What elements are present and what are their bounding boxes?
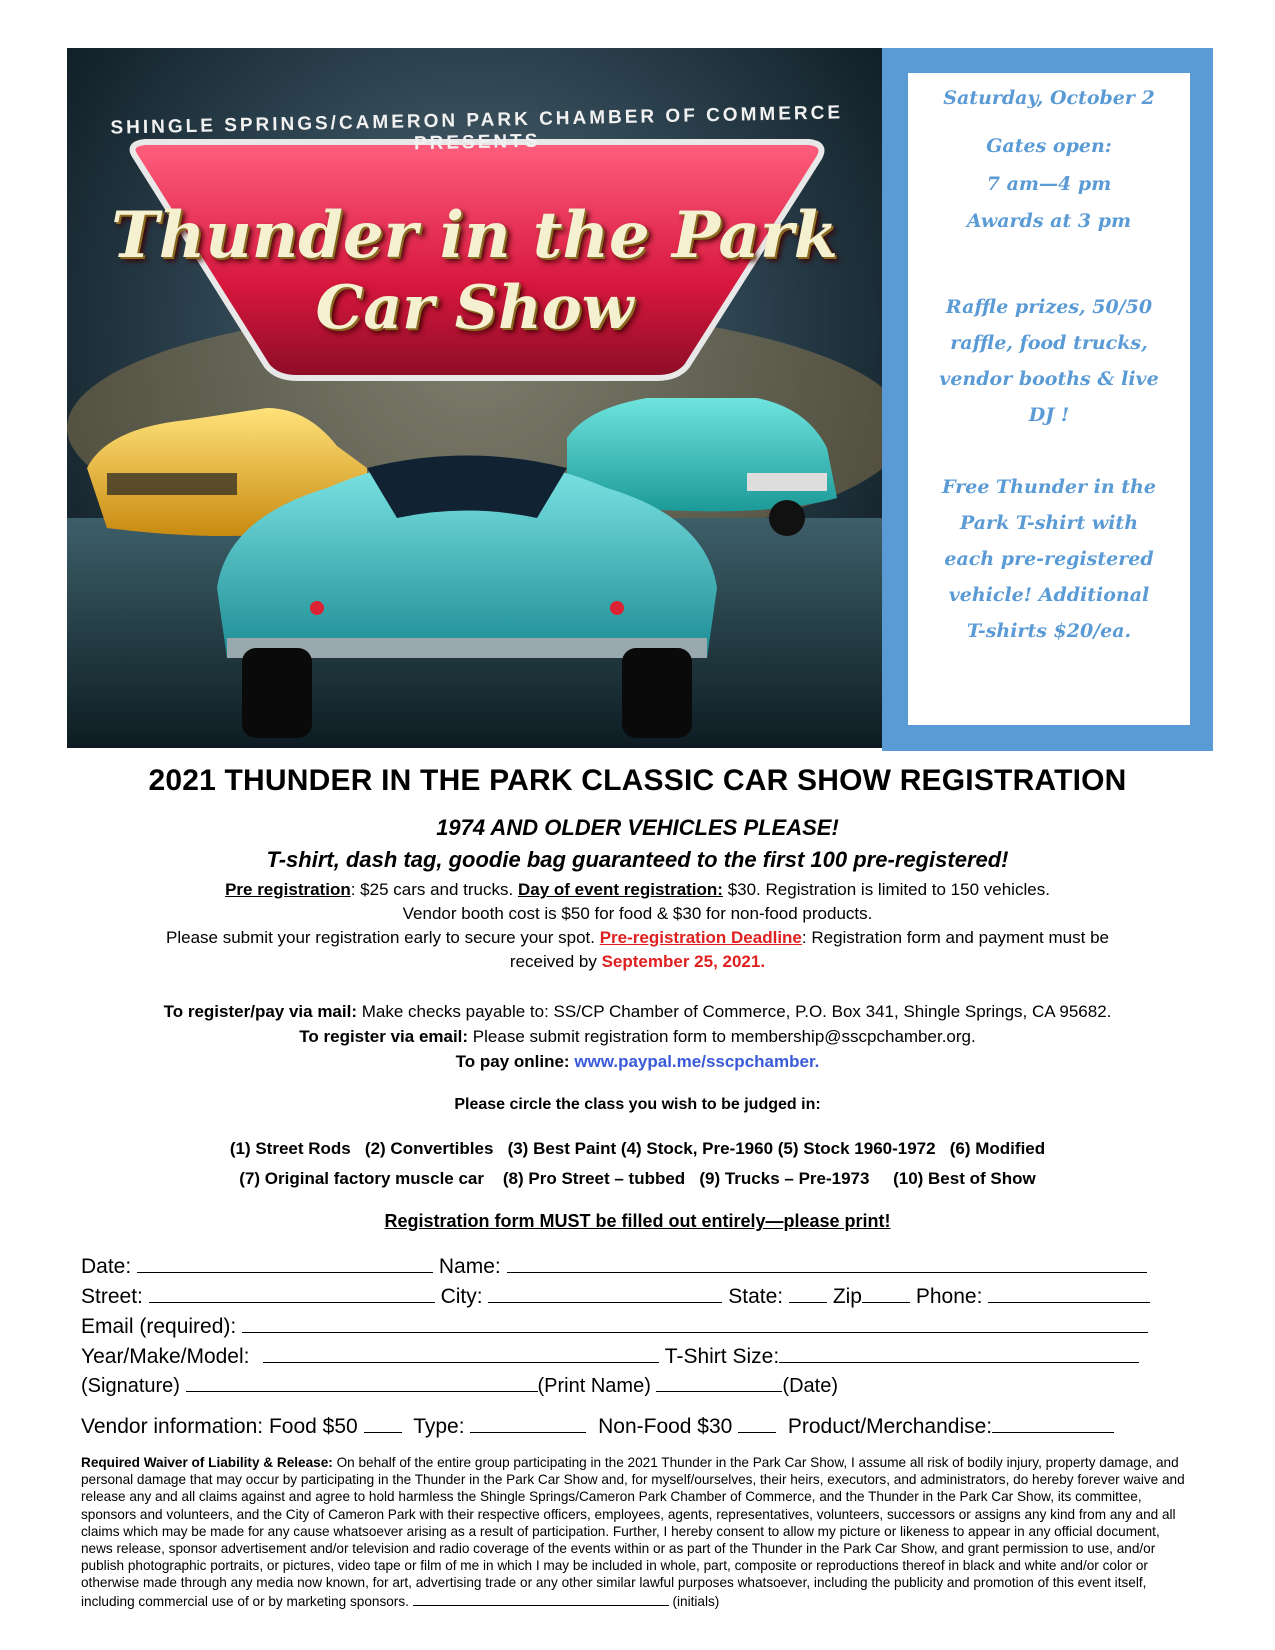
mail-register-line bbox=[0, 1002, 1275, 1022]
awards-time: Awards at 3 pm bbox=[966, 210, 1132, 232]
form-row-vendor bbox=[81, 1412, 1114, 1439]
deadline-text: : Registration form and payment must be bbox=[801, 928, 1109, 947]
waiver-label: Required Waiver of Liability & Release: bbox=[81, 1455, 333, 1470]
email-label: To register via email: bbox=[299, 1027, 469, 1046]
event-hours: 7 am—4 pm bbox=[986, 173, 1112, 195]
form-row-address bbox=[81, 1282, 1150, 1309]
email-register-line bbox=[0, 1027, 1275, 1047]
tshirt-line: each pre-registered bbox=[944, 548, 1154, 570]
page-title: 2021 THUNDER IN THE PARK CLASSIC CAR SHOW REGISTRATION bbox=[148, 764, 1127, 797]
online-period: . bbox=[814, 1052, 820, 1071]
street-field[interactable] bbox=[149, 1282, 435, 1303]
city-label: City: bbox=[440, 1285, 483, 1308]
form-row-vehicle bbox=[81, 1342, 1139, 1369]
print-name-field[interactable] bbox=[656, 1371, 782, 1392]
form-row-email bbox=[81, 1312, 1148, 1339]
vendor-food-label: Vendor information: Food $50 bbox=[81, 1415, 358, 1438]
state-field[interactable] bbox=[789, 1282, 827, 1303]
name-label: Name: bbox=[438, 1255, 501, 1278]
poster-title-line2: Car Show bbox=[315, 273, 634, 343]
initials-field[interactable] bbox=[413, 1592, 669, 1606]
city-field[interactable] bbox=[488, 1282, 722, 1303]
zip-field[interactable] bbox=[862, 1282, 910, 1303]
ymm-label: Year/Make/Model: bbox=[81, 1345, 250, 1368]
vendor-type-label: Type: bbox=[413, 1415, 465, 1438]
zip-label: Zip bbox=[832, 1285, 862, 1308]
raffle-line: vendor booths & live bbox=[939, 368, 1159, 390]
pricing-line bbox=[0, 880, 1275, 900]
class-options-row1: (1) Street Rods (2) Convertibles (3) Best Paint (4) Stock, Pre-1960 (5) Stock 1960-1972 (6) Modified bbox=[229, 1139, 1046, 1158]
signature-date-label: (Date) bbox=[782, 1375, 838, 1397]
day-registration-label: Day of event registration: bbox=[517, 880, 723, 899]
mail-text: Make checks payable to: SS/CP Chamber of Commerce, P.O. Box 341, Shingle Springs, CA 95682. bbox=[357, 1002, 1112, 1021]
tshirt-line: T-shirts $20/ea. bbox=[966, 620, 1132, 642]
email-field[interactable] bbox=[242, 1312, 1148, 1333]
date-field[interactable] bbox=[137, 1252, 433, 1273]
paypal-link[interactable]: www.paypal.me/sscpchamber bbox=[574, 1052, 815, 1071]
liability-waiver bbox=[81, 1454, 1191, 1610]
signature-field[interactable] bbox=[186, 1371, 538, 1392]
poster-title-line1: Thunder in the Park bbox=[111, 198, 838, 273]
form-row-date-name bbox=[81, 1252, 1147, 1279]
form-row-signature bbox=[81, 1371, 838, 1398]
deadline-line bbox=[0, 928, 1275, 948]
email-text: Please submit registration form to membership@sscpchamber.org. bbox=[468, 1027, 976, 1046]
ymm-field[interactable] bbox=[263, 1342, 659, 1363]
raffle-line: raffle, food trucks, bbox=[950, 332, 1148, 354]
initials-label: (initials) bbox=[672, 1593, 720, 1609]
pre-registration-text: : $25 cars and trucks. bbox=[350, 880, 518, 899]
vendor-food-field[interactable] bbox=[364, 1412, 402, 1433]
waiver-text: On behalf of the entire group participating in the 2021 Thunder in the Park Car Show, I assume all risk of bodily injury, property damage, and personal damage that may occur by participating in the Thunder in the Park Car Show and, for myself/ourselves, their heirs, executors, and administrators, do hereby forever waive and release any and all claims against and agree to hold harmless the Shingle Springs/Cameron Park Chamber of Commerce, and the Thunder in the Park Car Show, its committee, sponsors and volunteers, and the City of Cameron Park with their respective officers, employees, agents, representatives, volunteers, successors or assigns any kind from any and all claims which may be made for any cause whatsoever arising as a result of participation. Further, I hereby consent to allow my picture or likeness to appear in any official document, news release, sponsor advertisement and/or television and radio coverage of the events within or as part of the Thunder in the Park Car Show, and grant permission to use, and/or publish photographic portraits, or pictures, video tape or film of me in which I may be included in whole, part, composite or reproductions thereof in black and white and/or color or otherwise made through any media now known, for art, advertising trade or any other similar lawful purposes whatsoever, including the publicity and promotion of this event itself, including commercial use of or by marketing sponsors. bbox=[81, 1455, 1185, 1609]
tshirt-size-field[interactable] bbox=[779, 1342, 1139, 1363]
product-label: Product/Merchandise: bbox=[787, 1415, 993, 1438]
tshirt-line: vehicle! Additional bbox=[948, 584, 1150, 606]
submit-text: Please submit your registration early to secure your spot. bbox=[166, 928, 600, 947]
tshirt-size-label: T-Shirt Size: bbox=[664, 1345, 780, 1368]
mail-label: To register/pay via mail: bbox=[163, 1002, 357, 1021]
tshirt-line: Free Thunder in the bbox=[942, 476, 1156, 498]
event-poster bbox=[67, 48, 882, 748]
page-subtitle: 1974 AND OLDER VEHICLES PLEASE! bbox=[436, 815, 839, 840]
phone-field[interactable] bbox=[988, 1282, 1150, 1303]
name-field[interactable] bbox=[507, 1252, 1147, 1273]
form-notice: Registration form MUST be filled out entirely—please print! bbox=[384, 1211, 891, 1231]
email-label-field: Email (required): bbox=[81, 1315, 237, 1338]
deadline-label: Pre-registration Deadline bbox=[599, 928, 802, 947]
event-info-panel bbox=[908, 73, 1190, 725]
print-name-label: (Print Name) bbox=[537, 1375, 651, 1397]
vendor-type-field[interactable] bbox=[470, 1412, 586, 1433]
product-field[interactable] bbox=[992, 1412, 1114, 1433]
vendor-nonfood-field[interactable] bbox=[738, 1412, 776, 1433]
class-options-row2: (7) Original factory muscle car (8) Pro Street – tubbed (9) Trucks – Pre-1973 (10) Best of Show bbox=[239, 1169, 1036, 1188]
event-date: Saturday, October 2 bbox=[943, 87, 1155, 109]
vendor-nonfood-label: Non-Food $30 bbox=[598, 1415, 733, 1438]
raffle-line: Raffle prizes, 50/50 bbox=[945, 296, 1153, 318]
phone-label: Phone: bbox=[915, 1285, 983, 1308]
gates-label: Gates open: bbox=[986, 135, 1112, 157]
online-label: To pay online: bbox=[455, 1052, 575, 1071]
event-info-box bbox=[882, 48, 1213, 751]
class-prompt: Please circle the class you wish to be judged in: bbox=[454, 1096, 821, 1113]
guarantee-text: T-shirt, dash tag, goodie bag guaranteed to the first 100 pre-registered! bbox=[266, 847, 1009, 872]
street-label: Street: bbox=[81, 1285, 143, 1308]
day-registration-text: $30. Registration is limited to 150 vehicles. bbox=[722, 880, 1050, 899]
signature-label: (Signature) bbox=[81, 1375, 180, 1397]
received-line bbox=[0, 952, 1275, 972]
pre-registration-label: Pre registration bbox=[225, 880, 351, 899]
deadline-period: . bbox=[760, 952, 766, 971]
raffle-line: DJ ! bbox=[1028, 404, 1070, 426]
state-label: State: bbox=[728, 1285, 784, 1308]
online-pay-line bbox=[0, 1052, 1275, 1072]
vendor-cost-line: Vendor booth cost is $50 for food & $30 for non-food products. bbox=[402, 904, 873, 923]
tshirt-line: Park T-shirt with bbox=[959, 512, 1139, 534]
presenter-text: SHINGLE SPRINGS/CAMERON PARK CHAMBER OF COMMERCE PRESENTS bbox=[110, 102, 844, 155]
date-label: Date: bbox=[81, 1255, 132, 1278]
deadline-date: September 25, 2021 bbox=[601, 952, 761, 971]
received-text: received by bbox=[509, 952, 602, 971]
